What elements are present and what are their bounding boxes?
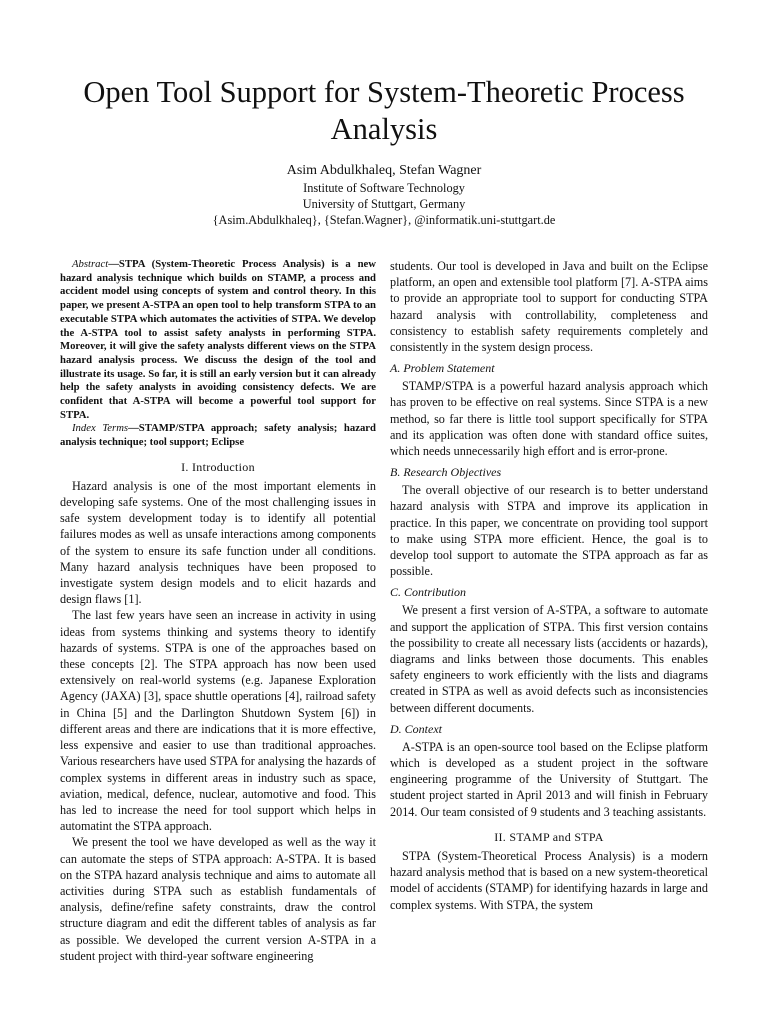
section-heading-stamp-and-stpa: II. STAMP and STPA [494,829,604,844]
abstract [60,258,376,422]
subsection-heading-research-objectives: B. Research Objectives [390,465,502,480]
body-paragraph: students. Our tool is developed in Java and built on the Eclipse platform, an open and extensible tool platform [7]. A-STPA aims to provide an appropriate tool to support for conducting STPA hazard analysis with controllability, completeness and consistency to establish safety requirements completely and consistently in the system design process. [390,259,708,355]
paper-title: Open Tool Support for System-Theoretic Process Analysis [83,75,685,146]
body-paragraph: We present the tool we have developed as well as the way it can automate the steps of STPA approach: A-STPA. It is based on the STPA hazard analysis technique and aims to automate all activities during STPA such as establish fundamentals of analysis, define/refine safety constraints, draw the control structure diagram and edit the different tables of analysis as far as possible. We developed the current version A-STPA in a student project with third-year software engineering [60,835,376,963]
abstract-text: —STPA (System-Theoretic Process Analysis) is a new hazard analysis technique which builds on STAMP, a process and accident model using concepts of system and control theory. In this paper, we present A-STPA an open tool to help transform STPA to an executable STPA which automates the activities of STPA. We develop the A-STPA tool to assist safety analysts in performing STPA. Moreover, it will give the safety analysts different views on the STPA hazard analysis process. We discuss the design of the tool and illustrate its usage. So far, it is still an early version but it can already help the safety analysts in avoiding consistency defects. We are confident that A-STPA will become a powerful tool support for STPA. [60,258,376,421]
body-paragraph: The overall objective of our research is to better understand hazard analysis with STPA and improve its application in practice. In this paper, we concentrate on providing tool support to make using STPA more efficient. Hence, the goal is to develop tool support to automate the STPA approach as far as possible. [390,483,708,579]
subsection-heading-context: D. Context [390,721,442,736]
right-column [390,258,708,913]
body-paragraph: We present a first version of A-STPA, a software to automate and support the application of STPA. This first version contains the possibility to create all necessary lists (accidents or hazards), diagrams and links between those documents. This enables safety engineers to work efficiently with the lists and diagrams created in STPA as well as avoid defects such as inconsistencies between different documents. [390,603,708,715]
body-paragraph: STPA (System-Theoretical Process Analysis) is a modern hazard analysis method that is based on a new system-theoretical model of accidents (STAMP) for identifying hazards in large and complex systems. With STPA, the system [390,848,708,912]
subsection-heading-contribution: C. Contribution [390,585,467,600]
author-affiliation [40,180,728,228]
left-column [60,258,376,964]
body-paragraph: STAMP/STPA is a powerful hazard analysis approach which has proven to be effective on real systems. Since STPA is a new method, so far there is little tool support specifically for STPA and its application was often done with standard office suites, which needs unnecessarily high effort and is error-prone. [390,379,708,459]
abstract-label: Abstract [72,258,109,270]
body-paragraph: A-STPA is an open-source tool based on the Eclipse platform which is developed as a student project in the software engineering programme of the University of Stuttgart. The student project started in April 2013 and will finish in February 2014. Our team consisted of 9 students and 3 teaching assistants. [390,739,708,819]
index-terms [60,422,376,449]
affiliation-line: Institute of Software Technology [303,181,465,195]
body-paragraph: The last few years have seen an increase in activity in using ideas from systems thinking and systems theory to identify hazards of systems. STPA is one of the approaches based on these concepts [2]. The STPA approach has now been used extensively on real-world systems (e.g. Japanese Exploration Agency (JAXA) [3], space shuttle operations [4], railroad safety in China [5] and the Darlington Shutdown System [6]) in different areas and there are indications that it is more effective, less expensive and easier to use than traditional approaches. Various researchers have used STPA for analysing the hazards of complex systems in different areas in industry such as space, aviation, medical, defence, nuclear, automotive and food. This has led to increase the need for tool support which helps in automatint the STPA approach. [60,608,376,834]
affiliation-line: {Asim.Abdulkhaleq}, {Stefan.Wagner}, @informatik.uni-stuttgart.de [212,213,556,227]
subsection-heading-problem-statement: A. Problem Statement [390,361,495,376]
index-terms-label: Index Terms [72,422,129,435]
body-paragraph: Hazard analysis is one of the most important elements in developing safe systems. One of the most challenging issues in safe system development today is to identify all potential failures modes as well as unsafe interactions among components of the system to ensure its safe function under all conditions. Many hazard analysis techniques have been proposed to investigate system design models and to elicit hazards and design flaws [1]. [60,478,376,607]
paper-authors: Asim Abdulkhaleq, Stefan Wagner [286,163,482,178]
index-terms-text: —STAMP/STPA approach; safety analysis; hazard analysis technique; tool support; Eclipse [60,422,376,449]
affiliation-line: University of Stuttgart, Germany [302,197,466,211]
section-heading-introduction: I. Introduction [181,459,255,474]
